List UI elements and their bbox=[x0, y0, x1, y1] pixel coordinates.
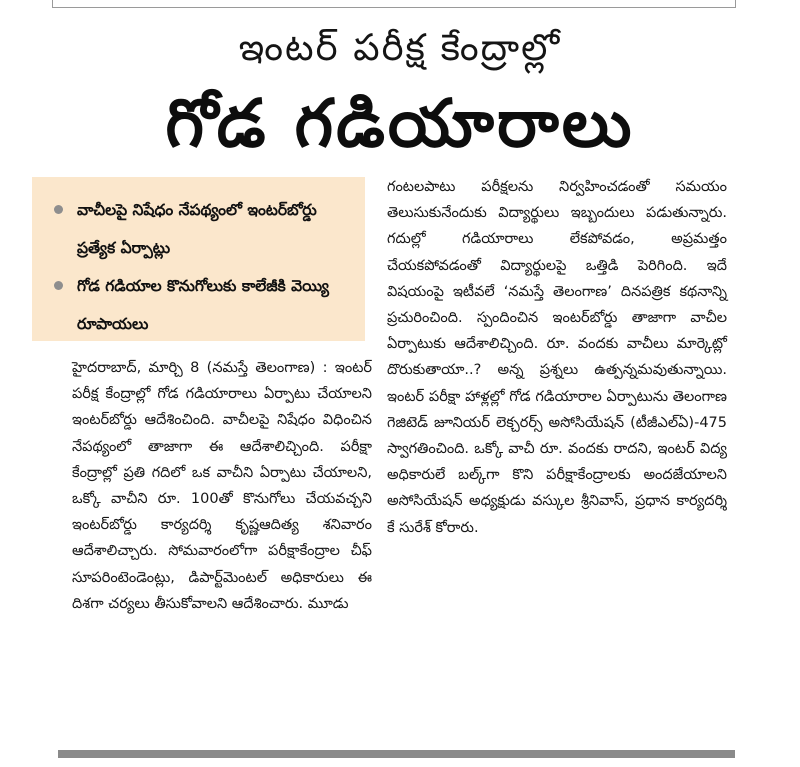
article-headline: గోడ గడియారాలు bbox=[165, 85, 635, 162]
highlight-text: గోడ గడియాల కొనుగోలుకు కాలేజీకి వెయ్యి రూపాయలు bbox=[77, 277, 329, 333]
top-frame-edge bbox=[52, 0, 736, 8]
highlight-item bbox=[50, 267, 357, 343]
body-column-left bbox=[72, 355, 372, 617]
body-column-right bbox=[387, 174, 727, 541]
bullet-icon bbox=[54, 281, 63, 290]
highlights-box bbox=[32, 177, 365, 341]
body-paragraph: గంటలపాటు పరీక్షలను నిర్వహించడంతో సమయం తెలుసుకునేందుకు విద్యార్థులు ఇబ్బందులు పడుతున్నారు. గదుల్లో గడియారాలు లేకపోవడం, అప్రమత్తం చేయకపోవడంతో విద్యార్థులపై ఒత్తిడి పెరిగింది. ఇదే విషయంపై ఇటీవలే ‘నమస్తే తెలంగాణ’ దినపత్రిక కథనాన్ని ప్రచురించింది. స్పందించిన ఇంటర్‌బోర్డు తాజాగా వాచీల ఏర్పాటుకు ఆదేశాలిచ్చింది. రూ. వందకు వాచీలు మార్కెట్లో దొరుకుతాయా..? అన్న ప్రశ్నలు ఉత్పన్నమవుతున్నాయి. ఇంటర్ పరీక్షా హాళ్లల్లో గోడ గడియారాల ఏర్పాటును తెలంగాణ గెజిటెడ్ జూనియర్ లెక్చరర్స్ అసోసియేషన్ (టీజీఎల్ఏ)-475 స్వాగతించింది. ఒక్కో వాచీ రూ. వందకు రాదని, ఇంటర్ విద్య అధికారులే బల్క్‌గా కొని పరీక్షాకేంద్రాలకు అందజేయాలని అసోసియేషన్ అధ్యక్షుడు వస్కుల శ్రీనివాస్, ప్రధాన కార్యదర్శి కే సురేశ్ కోరారు. bbox=[387, 179, 727, 536]
highlight-item bbox=[50, 191, 357, 267]
article-kicker: ఇంటర్ పరీక్ష కేంద్రాల్లో bbox=[238, 26, 562, 69]
bottom-rule bbox=[58, 750, 735, 758]
body-paragraph: హైదరాబాద్, మార్చి 8 (నమస్తే తెలంగాణ) : ఇంటర్ పరీక్ష కేంద్రాల్లో గోడ గడియారాలు ఏర్పాటు చేయాలని ఇంటర్‌బోర్డు ఆదేశించింది. వాచీలపై నిషేధం విధించిన నేపథ్యంలో తాజాగా ఈ ఆదేశాలిచ్చింది. పరీక్షా కేంద్రాల్లో ప్రతి గదిలో ఒక వాచీని ఏర్పాటు చేయాలని, ఒక్కో వాచీని రూ. 100తో కొనుగోలు చేయవచ్చని ఇంటర్‌బోర్డు కార్యదర్శి కృష్ణఆదిత్య శనివారం ఆదేశాలిచ్చారు. సోమవారంలోగా పరీక్షాకేంద్రాల చీఫ్ సూపరింటెండెంట్లు, డిపార్ట్‌మెంటల్ అధికారులు ఈ దిశగా చర్యలు తీసుకోవాలని ఆదేశించారు. మూడు bbox=[72, 360, 372, 612]
bullet-icon bbox=[54, 205, 63, 214]
highlight-text: వాచీలపై నిషేధం నేపథ్యంలో ఇంటర్‌బోర్డు ప్రత్యేక ఏర్పాట్లు bbox=[77, 201, 317, 257]
